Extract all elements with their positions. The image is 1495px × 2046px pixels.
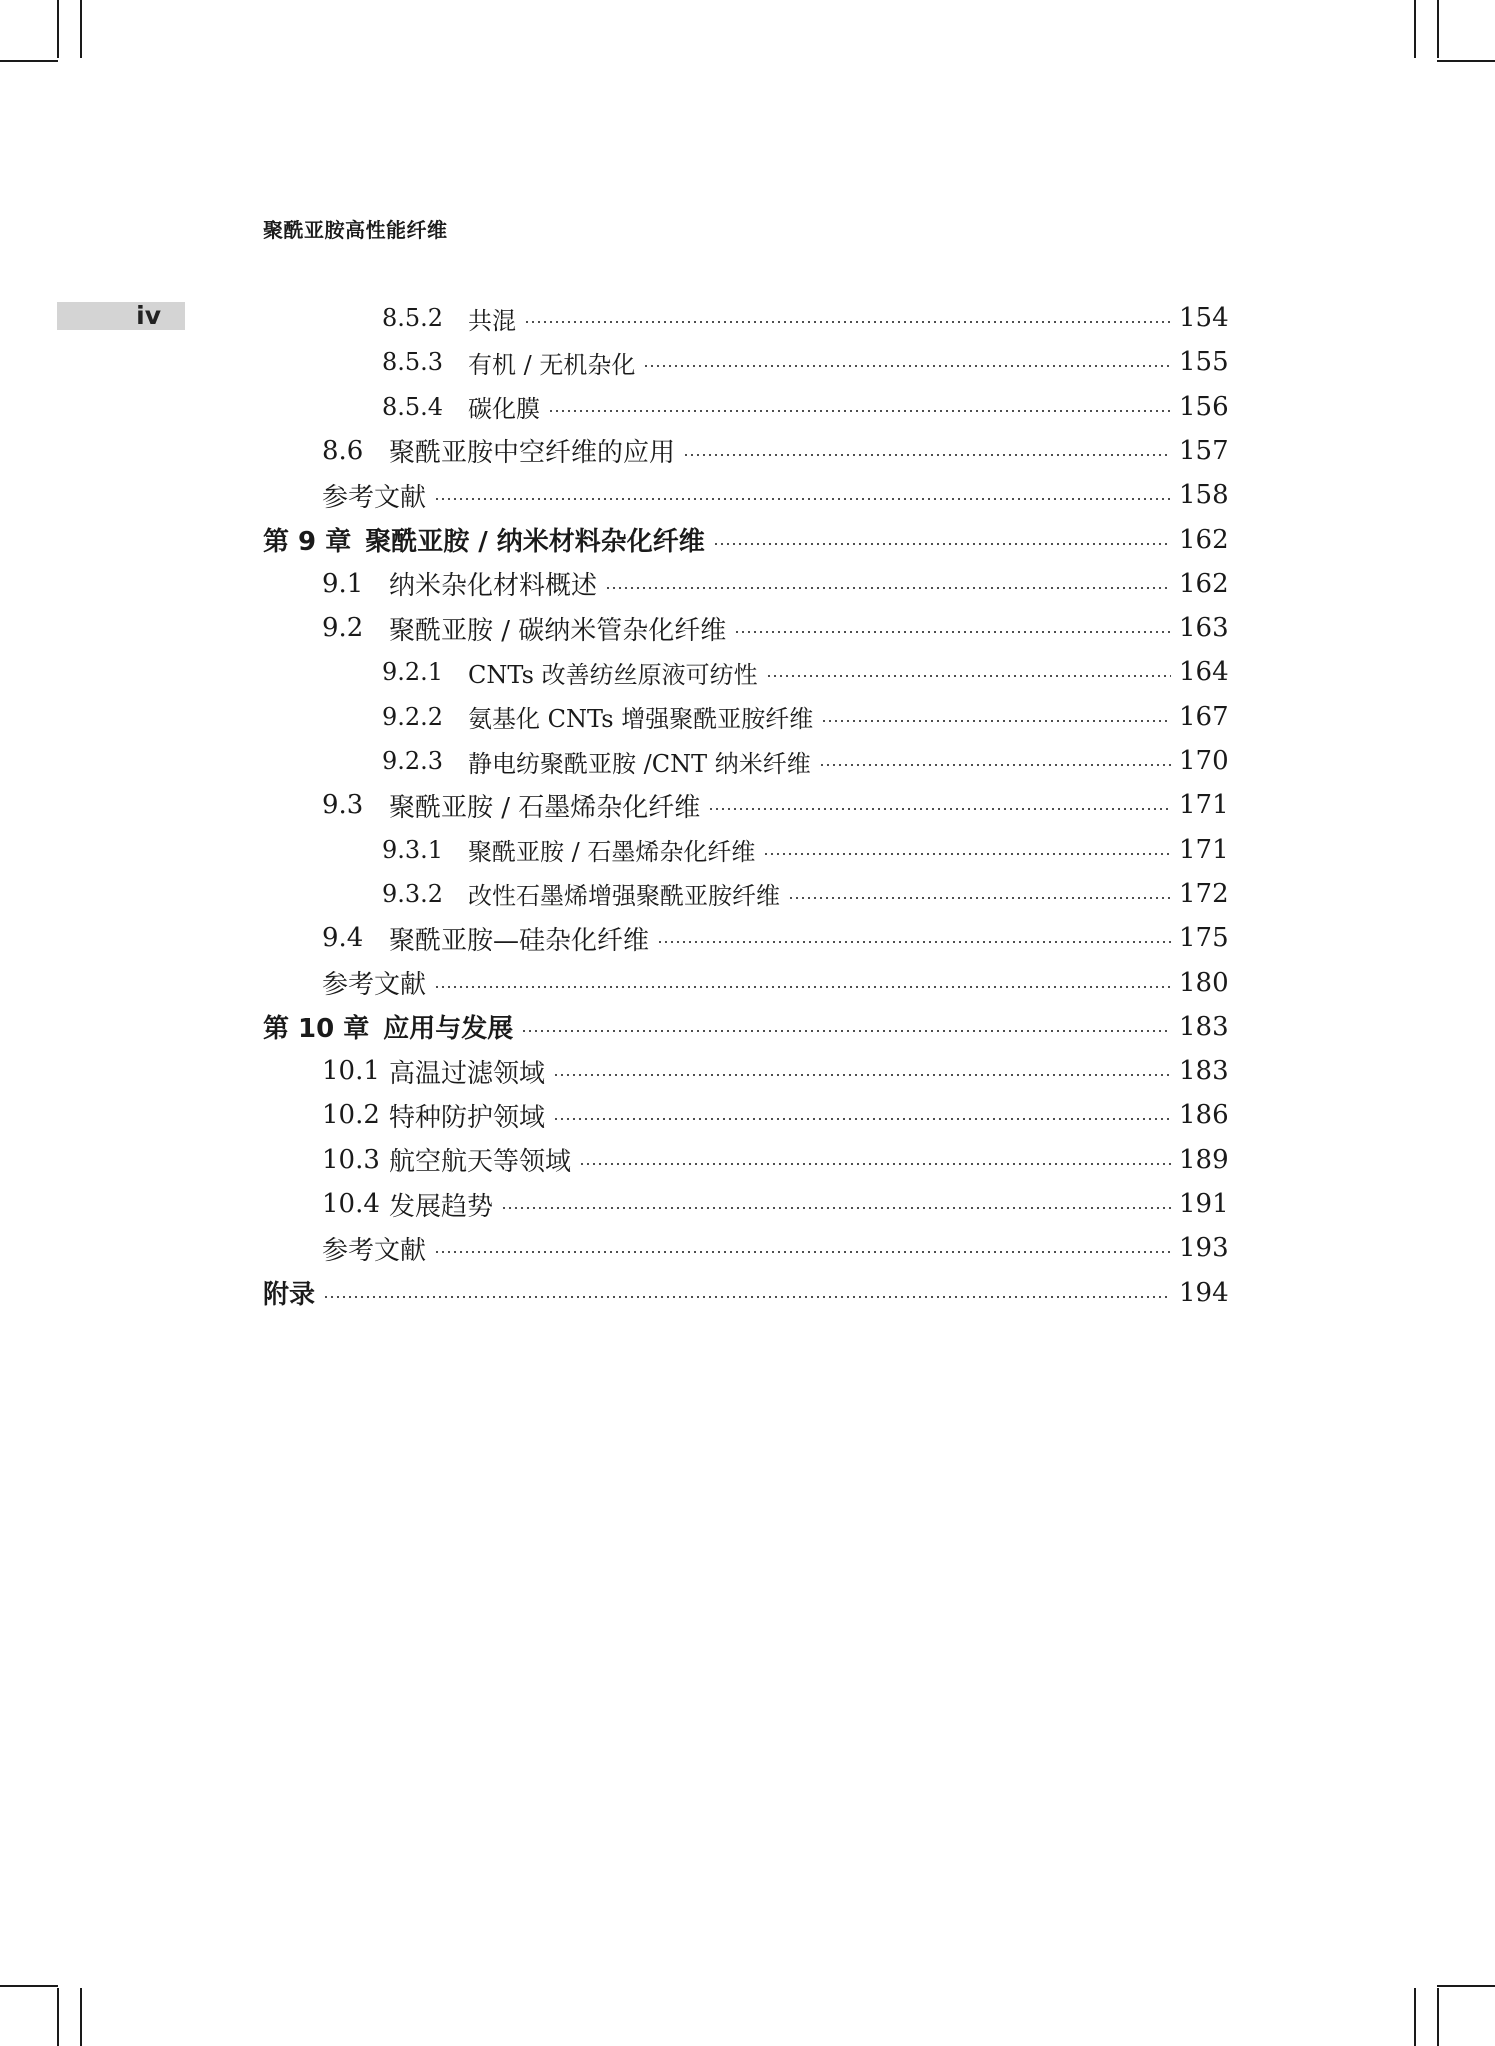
toc-entry (382, 296, 1229, 340)
toc-entry-page: 155 (1179, 347, 1229, 378)
toc-entry-page: 191 (1179, 1189, 1229, 1219)
dot-leader (524, 321, 1171, 323)
dot-leader (434, 986, 1171, 988)
toc-entry-title: 聚酰亚胺—硅杂化纤维 (389, 925, 650, 956)
dot-leader (553, 1118, 1171, 1120)
toc-entry (382, 828, 1229, 872)
toc-entry-page: 162 (1179, 568, 1229, 599)
toc-entry-page: 162 (1179, 524, 1229, 555)
toc-entry (322, 1182, 1229, 1226)
toc-entry-page: 194 (1179, 1277, 1229, 1308)
toc-entry-page: 193 (1179, 1233, 1229, 1264)
toc-entry-number: 8.5.2 (382, 304, 444, 332)
toc-entry-page: 171 (1179, 834, 1229, 865)
toc-entry-title: 碳化膜 (468, 395, 540, 424)
toc-entry-title: 航空航天等领域 (389, 1147, 572, 1178)
dot-leader (657, 941, 1171, 943)
dot-leader (708, 808, 1171, 810)
toc-entry-page: 170 (1179, 746, 1229, 776)
dot-leader (683, 454, 1171, 456)
toc-entry (382, 385, 1229, 429)
toc-entry-number: 10.4 (322, 1189, 380, 1219)
toc-entry (263, 1005, 1229, 1049)
dot-leader (713, 543, 1171, 545)
toc-entry-page: 183 (1179, 1056, 1229, 1087)
toc-entry (382, 650, 1229, 694)
toc-entry-number: 9.3.2 (382, 879, 444, 908)
dot-leader (323, 1296, 1171, 1298)
toc-entry (322, 1138, 1229, 1182)
toc-entry-number: 8.5.3 (382, 348, 444, 377)
toc-entry-title: 共混 (468, 306, 516, 335)
toc-entry (382, 739, 1229, 783)
toc-entry-number: 10.3 (322, 1144, 380, 1175)
toc-entry-page: 171 (1179, 790, 1229, 821)
dot-leader (766, 675, 1171, 677)
toc-entry (322, 1093, 1229, 1137)
toc-entry-title: 纳米杂化材料概述 (389, 571, 598, 602)
dot-leader (434, 1251, 1171, 1253)
toc-entry (263, 1271, 1229, 1315)
toc-entry-page: 163 (1179, 613, 1229, 644)
running-title: 聚酰亚胺高性能纤维 (263, 218, 448, 242)
toc-entry (322, 562, 1229, 606)
toc-entry-title: 附录 (263, 1280, 316, 1311)
toc-entry-number: 8.6 (322, 435, 364, 466)
toc-entry-page: 167 (1179, 701, 1229, 732)
toc-entry-title: 聚酰亚胺 / 石墨烯杂化纤维 (468, 838, 756, 867)
toc-entry (322, 916, 1229, 960)
toc-entry-number: 9.2 (322, 613, 364, 644)
toc-entry-number: 9.3 (322, 790, 364, 821)
toc-entry-page: 189 (1179, 1144, 1229, 1175)
toc-entry-page: 183 (1179, 1011, 1229, 1042)
toc-entry (322, 473, 1229, 517)
toc-entry (263, 518, 1229, 562)
toc-entry (322, 1226, 1229, 1270)
toc-entry-number: 9.2.3 (382, 747, 444, 775)
toc-entry (322, 429, 1229, 473)
toc-entry (322, 961, 1229, 1005)
page-number: iv (136, 301, 161, 330)
toc-entry-number: 第 10 章 (263, 1014, 370, 1045)
toc-entry-title: 聚酰亚胺 / 纳米材料杂化纤维 (365, 527, 705, 557)
dot-leader (579, 1163, 1171, 1165)
toc-entry-title: 发展趋势 (389, 1191, 494, 1222)
dot-leader (501, 1207, 1171, 1209)
toc-entry-page: 172 (1179, 878, 1229, 909)
toc-entry-number: 9.4 (322, 923, 364, 954)
toc-entry-title: 参考文献 (322, 482, 427, 513)
toc-entry-number: 9.2.2 (382, 702, 444, 731)
toc-entry-page: 154 (1179, 303, 1229, 333)
toc-entry-title: 聚酰亚胺 / 碳纳米管杂化纤维 (389, 615, 727, 646)
dot-leader (643, 365, 1171, 367)
dot-leader (819, 764, 1171, 766)
toc-entry-page: 157 (1179, 435, 1229, 466)
dot-leader (734, 631, 1171, 633)
toc-entry-title: 应用与发展 (383, 1014, 514, 1045)
dot-leader (788, 897, 1171, 899)
toc-entry-number: 第 9 章 (263, 527, 352, 557)
toc-entry-page: 186 (1179, 1100, 1229, 1131)
toc-entry (322, 606, 1229, 650)
toc-entry-number: 9.1 (322, 568, 364, 599)
toc-entry-title: 改性石墨烯增强聚酰亚胺纤维 (468, 882, 780, 911)
toc-entry (322, 1049, 1229, 1093)
toc-entry-title: 高温过滤领域 (389, 1058, 546, 1089)
toc-entry-page: 175 (1179, 923, 1229, 954)
toc-entry-title: 聚酰亚胺 / 石墨烯杂化纤维 (389, 792, 701, 823)
toc-entry (382, 872, 1229, 916)
dot-leader (521, 1030, 1171, 1032)
toc-entry-title: 静电纺聚酰亚胺 /CNT 纳米纤维 (468, 749, 811, 778)
toc-entry (382, 695, 1229, 739)
toc-entry-title: 参考文献 (322, 1235, 427, 1266)
toc-entry (322, 783, 1229, 827)
toc-entry-number: 9.3.1 (382, 835, 444, 864)
dot-leader (821, 720, 1171, 722)
toc-entry-title: 参考文献 (322, 970, 427, 1000)
toc-entry-title: 有机 / 无机杂化 (468, 350, 636, 379)
dot-leader (548, 410, 1171, 412)
toc-entry-title: CNTs 改善纺丝原液可纺性 (468, 660, 758, 689)
toc-entry-title: 聚酰亚胺中空纤维的应用 (389, 438, 676, 469)
toc-entry-page: 180 (1179, 967, 1229, 998)
toc-entry-page: 164 (1179, 657, 1229, 688)
toc-entry-number: 10.1 (322, 1056, 380, 1087)
toc-entry-number: 9.2.1 (382, 658, 444, 687)
dot-leader (763, 853, 1171, 855)
toc-entry-title: 特种防护领域 (389, 1102, 546, 1133)
dot-leader (553, 1074, 1171, 1076)
dot-leader (434, 498, 1171, 500)
toc-entry-title: 氨基化 CNTs 增强聚酰亚胺纤维 (468, 705, 814, 734)
toc-entry-number: 10.2 (322, 1100, 380, 1131)
toc-entry-page: 158 (1179, 480, 1229, 511)
toc-entry-number: 8.5.4 (382, 392, 444, 421)
dot-leader (605, 587, 1171, 589)
toc-entry-page: 156 (1179, 391, 1229, 422)
toc-entry (382, 340, 1229, 384)
